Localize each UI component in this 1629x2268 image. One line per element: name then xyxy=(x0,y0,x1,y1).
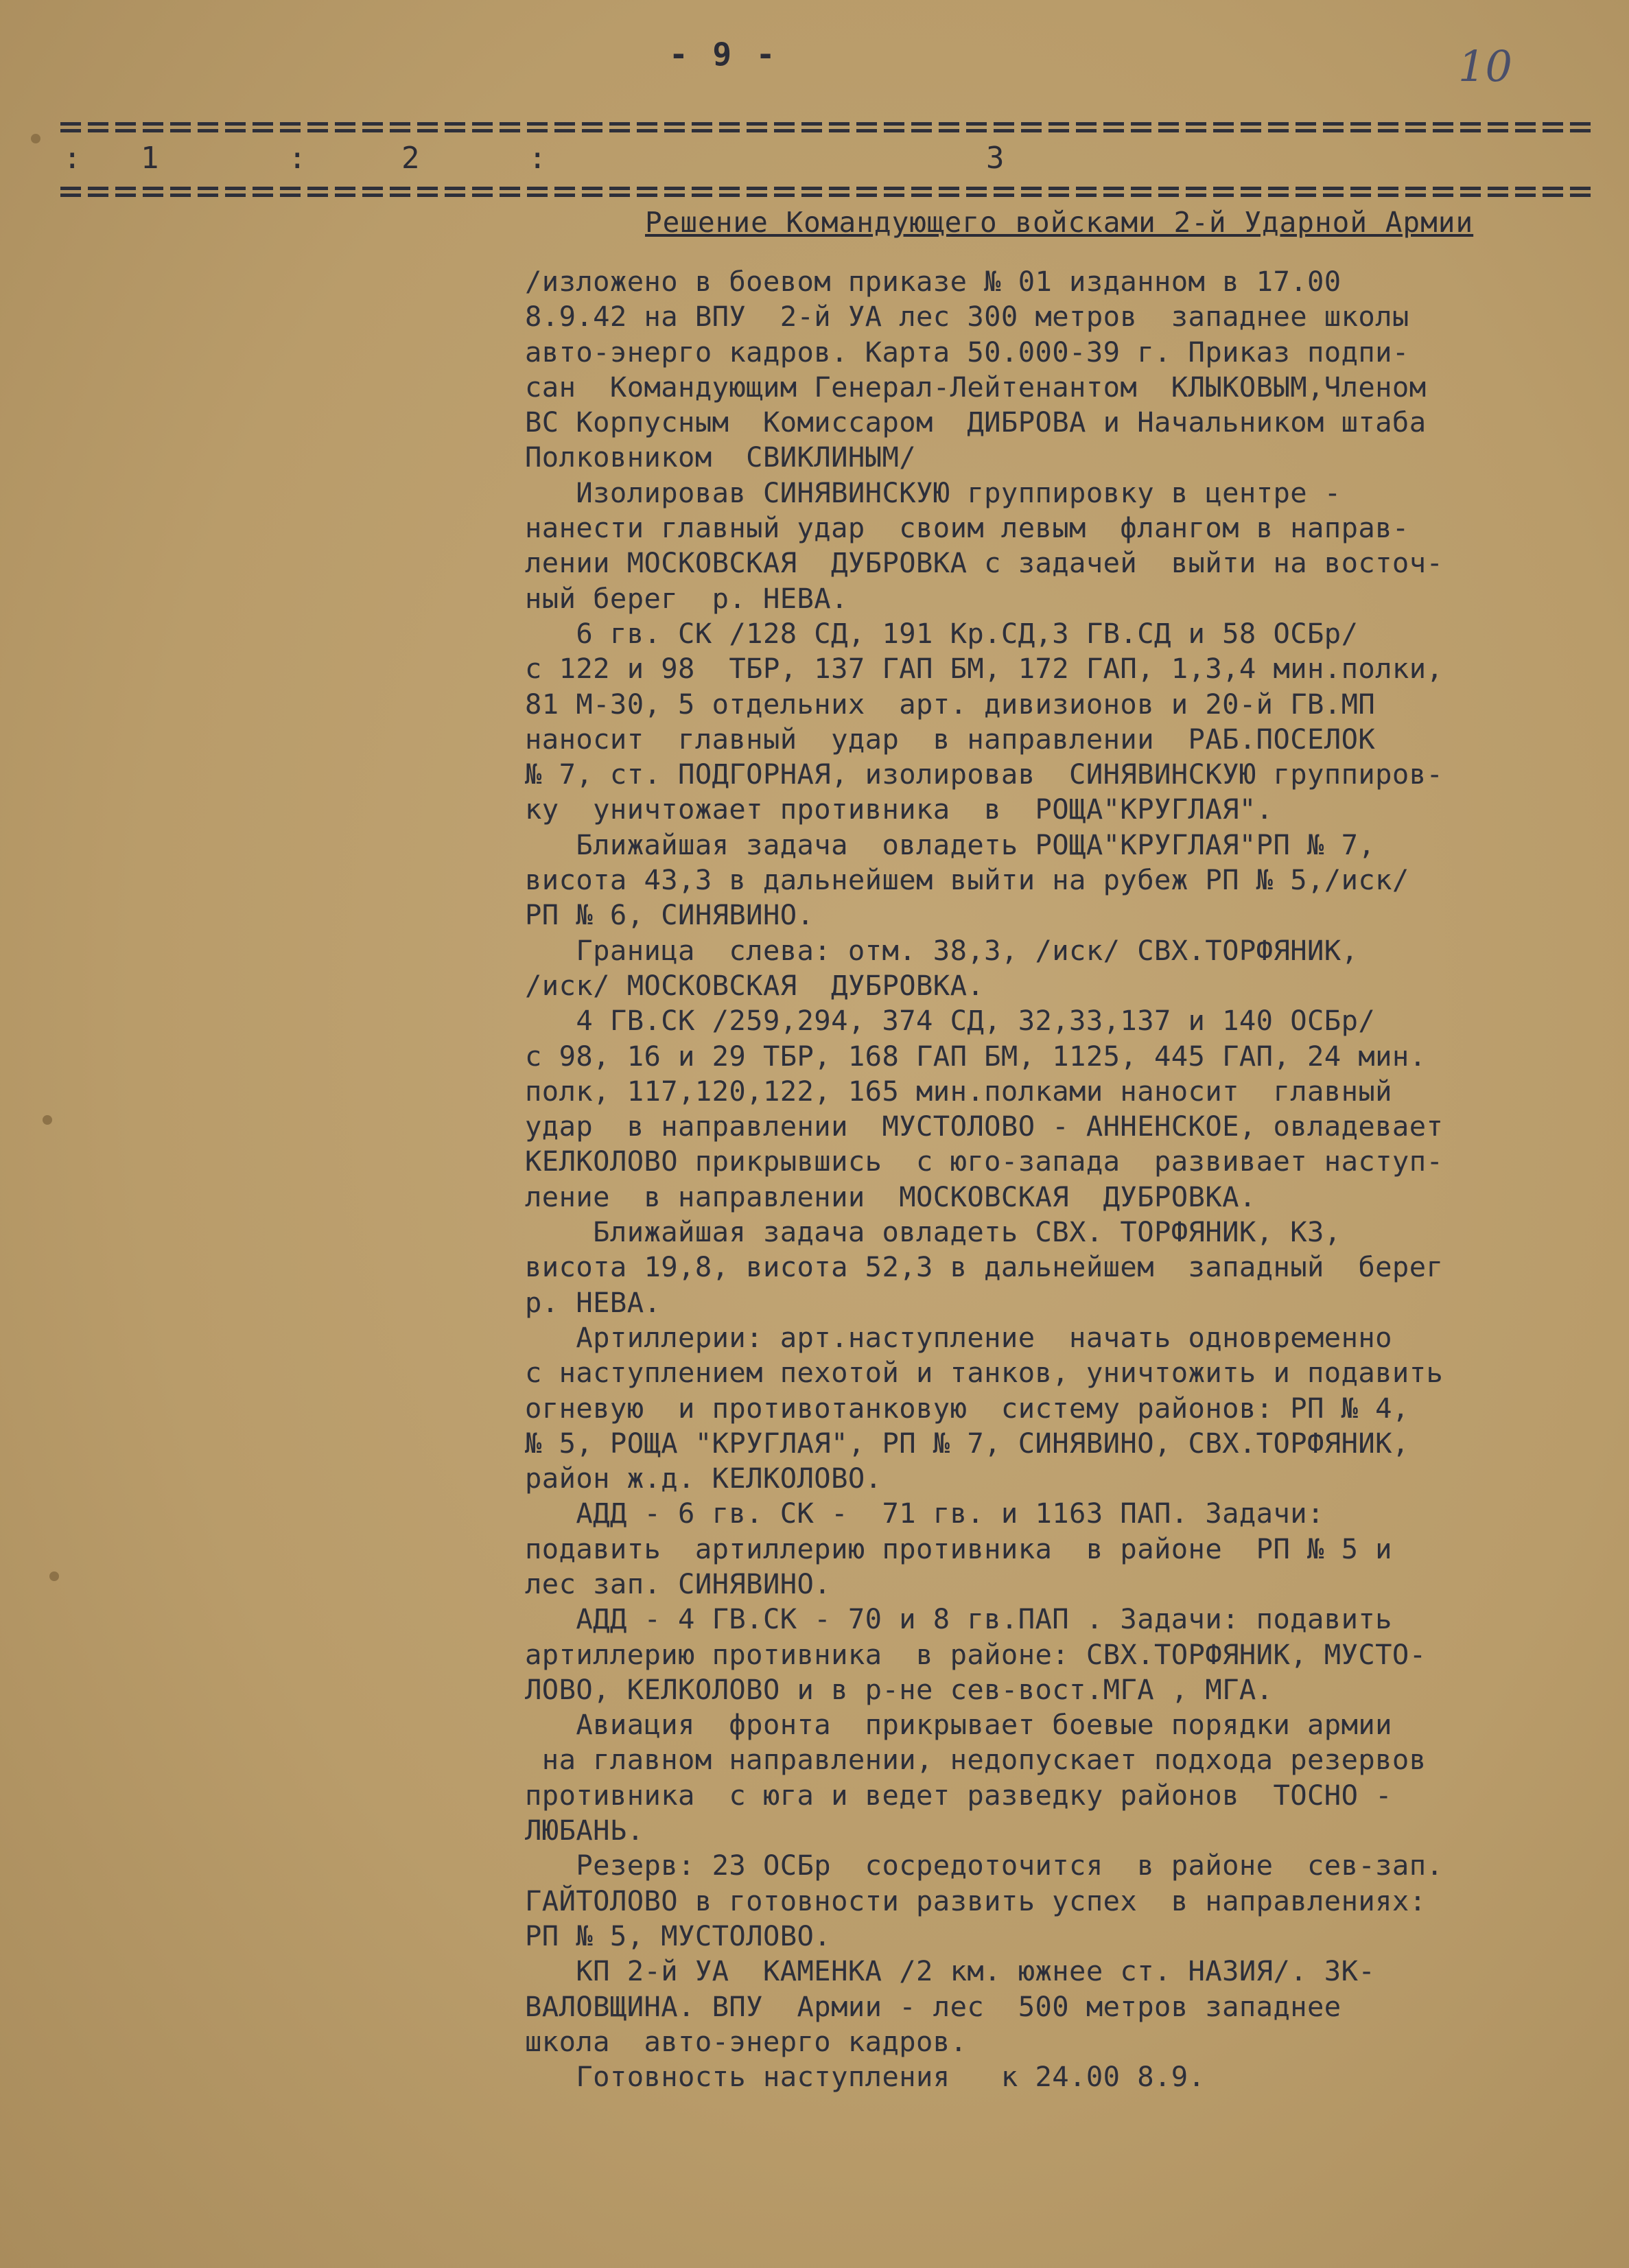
document-title: Решение Командующего войсками 2-й Ударной Армии xyxy=(645,206,1474,239)
binding-hole xyxy=(31,134,40,143)
header-rule-bottom-2 xyxy=(60,194,1594,197)
body-line: /иск/ МОСКОВСКАЯ ДУБРОВКА. xyxy=(525,968,985,1002)
column-header-3: 3 xyxy=(986,141,1005,176)
body-line: Готовность наступления к 24.00 8.9. xyxy=(525,2060,1206,2094)
body-line: Полковником СВИКЛИНЫМ/ xyxy=(525,441,917,474)
body-line: наносит главный удар в направлении РАБ.ПОСЕЛОК xyxy=(525,722,1376,756)
body-line: полк, 117,120,122, 165 мин.полками наносит главный xyxy=(525,1074,1392,1108)
body-line: 8.9.42 на ВПУ 2-й УА лес 300 метров западнее школы xyxy=(525,300,1409,334)
body-line: ЛЮБАНЬ. xyxy=(525,1814,644,1847)
body-line: Изолировав СИНЯВИНСКУЮ группировку в центре - xyxy=(525,476,1341,509)
binding-hole xyxy=(43,1115,52,1125)
column-header-separator: : xyxy=(288,141,307,176)
body-line: огневую и противотанковую систему районов: РП № 4, xyxy=(525,1391,1409,1425)
header-rule-top xyxy=(60,122,1594,126)
body-line: 4 ГВ.СК /259,294, 374 СД, 32,33,137 и 140 ОСБр/ xyxy=(525,1004,1376,1038)
body-line: висота 19,8, висота 52,3 в дальнейшем западный берег xyxy=(525,1250,1444,1284)
header-rule-bottom xyxy=(60,187,1594,190)
body-line: Авиация фронта прикрывает боевые порядки армии xyxy=(525,1708,1392,1742)
body-line: р. НЕВА. xyxy=(525,1285,661,1319)
body-line: ление в направлении МОСКОВСКАЯ ДУБРОВКА. xyxy=(525,1180,1256,1213)
body-line: Резерв: 23 ОСБр сосредоточится в районе сев-зап. xyxy=(525,1849,1444,1882)
body-line: с 98, 16 и 29 ТБР, 168 ГАП БМ, 1125, 445 ГАП, 24 мин. xyxy=(525,1039,1427,1073)
body-line: РП № 5, МУСТОЛОВО. xyxy=(525,1919,832,1952)
body-line: РП № 6, СИНЯВИНО. xyxy=(525,898,814,932)
body-line: с наступлением пехотой и танков, уничтожить и подавить xyxy=(525,1356,1444,1390)
body-line: Ближайшая задача овладеть РОЩА"КРУГЛАЯ"РП № 7, xyxy=(525,828,1376,861)
body-line: ку уничтожает противника в РОЩА"КРУГЛАЯ". xyxy=(525,793,1274,826)
body-line: КЕЛКОЛОВО прикрывшись с юго-запада развивает наступ- xyxy=(525,1145,1444,1178)
body-line: на главном направлении, недопускает подхода резервов xyxy=(525,1743,1427,1777)
body-line: /изложено в боевом приказе № 01 изданном в 17.00 xyxy=(525,265,1341,298)
body-line: КП 2-й УА КАМЕНКА /2 км. южнее ст. НАЗИЯ/. ЗК- xyxy=(525,1954,1376,1988)
body-line: 6 гв. СК /128 СД, 191 Кр.СД,3 ГВ.СД и 58 ОСБр/ xyxy=(525,616,1359,650)
body-line: № 5, РОЩА "КРУГЛАЯ", РП № 7, СИНЯВИНО, СВХ.ТОРФЯНИК, xyxy=(525,1426,1409,1460)
body-line: авто-энерго кадров. Карта 50.000-39 г. Приказ подпи- xyxy=(525,335,1409,369)
body-line: лес зап. СИНЯВИНО. xyxy=(525,1567,832,1600)
body-line: ВАЛОВЩИНА. ВПУ Армии - лес 500 метров западнее xyxy=(525,1989,1341,2023)
body-line: ВС Корпусным Комиссаром ДИБРОВА и Начальником штаба xyxy=(525,406,1427,439)
body-line: 81 М-30, 5 отдельних арт. дивизионов и 20-й ГВ.МП xyxy=(525,687,1376,721)
body-line: Ближайшая задача овладеть СВХ. ТОРФЯНИК, КЗ, xyxy=(525,1215,1341,1249)
document-body xyxy=(525,264,1602,2094)
body-line: Артиллерии: арт.наступление начать одновременно xyxy=(525,1320,1392,1354)
page-number: - 9 - xyxy=(669,36,778,73)
body-line: № 7, ст. ПОДГОРНАЯ, изолировав СИНЯВИНСКУЮ группиров- xyxy=(525,758,1444,791)
body-line: с 122 и 98 ТБР, 137 ГАП БМ, 172 ГАП, 1,3,4 мин.полки, xyxy=(525,652,1444,686)
body-line: ЛОВО, КЕЛКОЛОВО и в р-не сев-вост.МГА , МГА. xyxy=(525,1672,1274,1706)
body-line: артиллерию противника в районе: СВХ.ТОРФЯНИК, МУСТО- xyxy=(525,1637,1427,1671)
body-line: висота 43,3 в дальнейшем выйти на рубеж РП № 5,/иск/ xyxy=(525,863,1409,897)
binding-hole xyxy=(49,1571,59,1581)
body-line: ный берег р. НЕВА. xyxy=(525,581,848,615)
body-line: нанести главный удар своим левым флангом в направ- xyxy=(525,511,1409,545)
body-line: противника с юга и ведет разведку районов ТОСНО - xyxy=(525,1778,1392,1812)
body-line: АДД - 6 гв. СК - 71 гв. и 1163 ПАП. Задачи: xyxy=(525,1497,1324,1530)
column-header-separator: : xyxy=(528,141,547,176)
body-line: школа авто-энерго кадров. xyxy=(525,2024,968,2058)
column-header-2: 2 xyxy=(401,141,420,176)
column-header-1: 1 xyxy=(141,141,159,176)
body-line: сан Командующим Генерал-Лейтенантом КЛЫКОВЫМ,Членом xyxy=(525,370,1427,404)
body-line: район ж.д. КЕЛКОЛОВО. xyxy=(525,1462,882,1495)
body-line: Граница слева: отм. 38,3, /иск/ СВХ.ТОРФЯНИК, xyxy=(525,933,1359,967)
body-line: ГАЙТОЛОВО в готовности развить успех в направлениях: xyxy=(525,1884,1427,1917)
sheet-number-handwritten: 10 xyxy=(1458,41,1512,91)
body-line: удар в направлении МУСТОЛОВО - АННЕНСКОЕ, овладевает xyxy=(525,1110,1444,1143)
column-header-separator: : xyxy=(63,141,82,176)
body-line: АДД - 4 ГВ.СК - 70 и 8 гв.ПАП . Задачи: подавить xyxy=(525,1602,1392,1636)
body-line: подавить артиллерию противника в районе РП № 5 и xyxy=(525,1532,1392,1565)
header-rule-top-2 xyxy=(60,129,1594,132)
body-line: лении МОСКОВСКАЯ ДУБРОВКА с задачей выйти на восточ- xyxy=(525,546,1444,580)
